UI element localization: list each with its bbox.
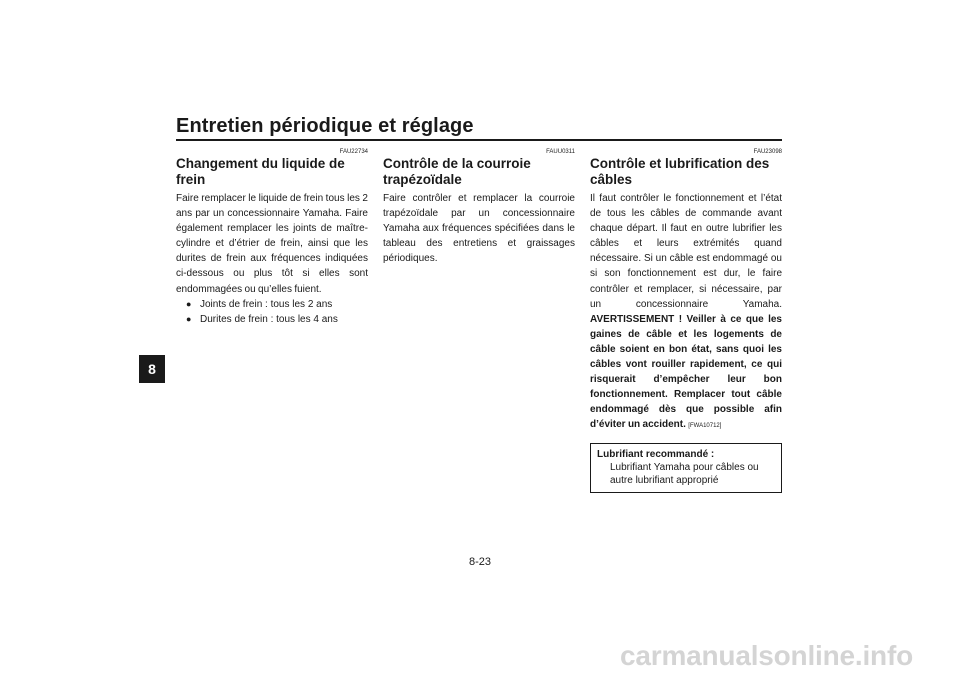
section-heading: Changement du liquide de frein — [176, 156, 345, 187]
warning-label: AVERTISSEMENT ! — [590, 313, 683, 325]
box-title: Lubrifiant recommandé : — [597, 448, 715, 460]
section-body — [590, 191, 782, 435]
section-body: Faire remplacer le liquide de frein tous les 2 ans par un concessionnaire Yamaha. Faire également remplacer les joints de maître-cylindre et d’étrier de frein, ainsi que les durites de frein aux fréquences indiquées ci-dessous ou plus tôt si elles sont endommagées ou qu’elles fuient. — [176, 193, 368, 295]
column-v-belt — [383, 148, 575, 266]
section-heading: Contrôle de la courroie trapézoïdale — [383, 156, 531, 187]
warning-text: Veiller à ce que les gaines de câble et les logements de câble soient en bon état, sans quoi les câbles vont rouiller rapidement, ce qui risquerait d’empêcher leur bon fonctionnement. Remplacer tout câble endommagé dès que possible afin d’éviter un accident. — [590, 313, 782, 431]
chapter-tab: 8 — [139, 355, 165, 383]
bullet-icon: ● — [186, 298, 192, 309]
list-item-text: Durites de frein : tous les 4 ans — [200, 313, 338, 325]
warning-ref: [FWA10712] — [688, 423, 722, 430]
box-text: Lubrifiant Yamaha pour câbles ou autre lubrifiant approprié — [610, 461, 759, 486]
section-body: Faire contrôler et remplacer la courroie trapézoïdale par un concessionnaire Yamaha aux fréquences spécifiées dans le tableau des entretiens et graissages périodiques. — [383, 193, 575, 265]
section-heading: Contrôle et lubrification des câbles — [590, 156, 770, 187]
title-divider — [176, 139, 782, 141]
list-item — [176, 312, 368, 327]
watermark: carmanualsonline.info — [620, 640, 913, 671]
list-item-text: Joints de frein : tous les 2 ans — [200, 298, 333, 310]
column-cables — [590, 148, 782, 493]
column-brake-fluid — [176, 148, 368, 327]
bullet-icon: ● — [186, 313, 192, 324]
lubricant-box — [590, 443, 782, 493]
section-code: FAU23098 — [753, 149, 782, 155]
list-item — [176, 297, 368, 312]
body-text: Il faut contrôler le fonctionnement et l’état de tous les câbles de commande avant chaque départ. Il faut en outre lubrifier les câbles et leurs extrémités quand nécessaire. Si un câble est endommagé ou si son fonctionnement est dur, le faire contrôler et remplacer, si nécessaire, par un concessionnaire Yamaha. — [590, 193, 782, 310]
page-number: 8-23 — [468, 556, 492, 568]
section-code: FAUU0311 — [546, 149, 575, 155]
page-title: Entretien périodique et réglage — [176, 115, 474, 137]
section-code: FAU22734 — [339, 149, 368, 155]
